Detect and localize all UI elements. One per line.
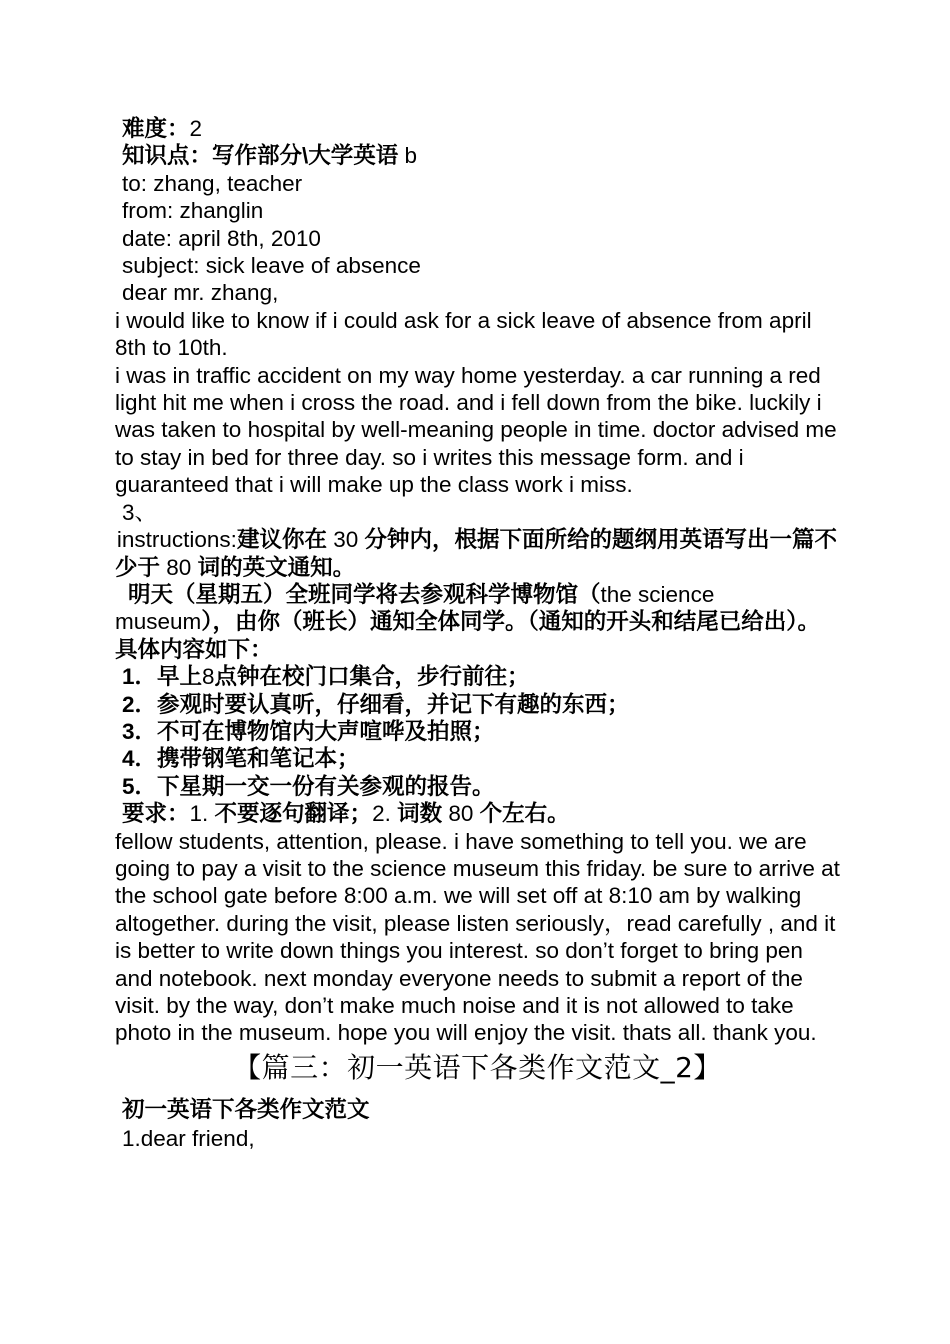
req-label: 要求： <box>122 801 190 827</box>
item1-number: 1． <box>122 664 158 690</box>
difficulty-value: 2 <box>189 116 203 141</box>
memo-from: from: zhanglin <box>122 198 264 224</box>
intro-text-a: 明天（星期五）全班同学将去参观科学博物馆（ <box>128 581 601 607</box>
memo-date: date: april 8th, 2010 <box>122 225 321 251</box>
instructions-text-a: 建议你在 <box>236 527 327 553</box>
req-number-1: 1. <box>189 801 209 827</box>
knowledge-suffix: b <box>404 143 418 169</box>
list-item: 5．下星期一交一份有关参观的报告。 <box>122 773 495 799</box>
intro-text-b: ），由你（班长）通知全体同学。（通知的开头和结尾已给出）。具体内容如下： <box>115 609 821 662</box>
document-body <box>115 115 840 1152</box>
instructions-text-c: 词的英文通知。 <box>197 554 356 580</box>
requirements-line <box>115 800 840 827</box>
item1-number-value: 8 <box>202 664 215 690</box>
instructions-text-b: 分钟内，根据下面所给的题纲用英语写出一篇不少于 <box>115 527 838 580</box>
instructions-number-2: 80 <box>166 554 192 580</box>
task-intro <box>115 581 840 663</box>
list-item <box>115 663 840 690</box>
knowledge-line <box>115 142 840 169</box>
item1-text-a: 早上 <box>157 664 203 690</box>
section-heading: 【篇三：初一英语下各类作文范文_2】 <box>233 1050 722 1084</box>
memo-paragraph-1: i would like to know if i could ask for a sick leave of absence from april 8th to 10th. <box>115 307 812 361</box>
memo-paragraph-2: i was in traffic accident on my way home yesterday. a car running a red light hit me when i cross the road. and i fell down from the bike. luckily i was taken to hospital by well-meaning people in time. doctor advised me to stay in bed for three day. so i writes this message form. and i guaranteed that i will make up the class work i miss. <box>115 362 837 498</box>
req-text-3: 个左右。 <box>479 801 570 827</box>
task-number: 3、 <box>122 499 158 525</box>
section-subheading: 初一英语下各类作文范文 <box>122 1096 370 1122</box>
list-item: 4．携带钢笔和笔记本； <box>122 746 360 772</box>
req-text-1: 不要逐句翻译； <box>214 801 373 827</box>
memo-subject: subject: sick leave of absence <box>122 253 421 279</box>
instructions-prefix: instructions: <box>116 527 237 553</box>
intro-english: the science museum <box>115 581 715 635</box>
memo-to: to: zhang, teacher <box>122 170 303 196</box>
task-instructions <box>115 526 840 581</box>
req-number-3: 80 <box>448 801 474 827</box>
difficulty-label: 难度： <box>122 116 190 141</box>
list-item: 2．参观时要认真听，仔细看，并记下有趣的东西； <box>122 691 630 717</box>
item1-text-b: 点钟在校门口集合，步行前往； <box>214 664 530 690</box>
memo-salutation: dear mr. zhang, <box>122 280 279 306</box>
instructions-number-1: 30 <box>333 527 359 553</box>
knowledge-label: 知识点：写作部分\大学英语 <box>122 143 399 169</box>
sample-answer: fellow students, attention, please. i have something to tell you. we are going to pay a visit to the science museum this friday. be sure to arrive at the school gate before 8:00 a.m. we will set off at 8:10 am by walking altogether. during the visit, please listen seriously，read carefully , and it is better to write down things you interest. so don’t forget to bring pen and notebook. next monday everyone needs to submit a report of the visit. by the way, don’t make much noise and it is not allowed to take photo in the museum. hope you will enjoy the visit. thats all. thank you. <box>115 828 840 1046</box>
section-first-line: 1.dear friend, <box>122 1125 255 1151</box>
req-text-2: 词数 <box>397 801 443 827</box>
difficulty-line <box>115 115 840 142</box>
list-item: 3．不可在博物馆内大声喧哗及拍照； <box>122 718 495 744</box>
req-number-2: 2. <box>372 801 391 827</box>
